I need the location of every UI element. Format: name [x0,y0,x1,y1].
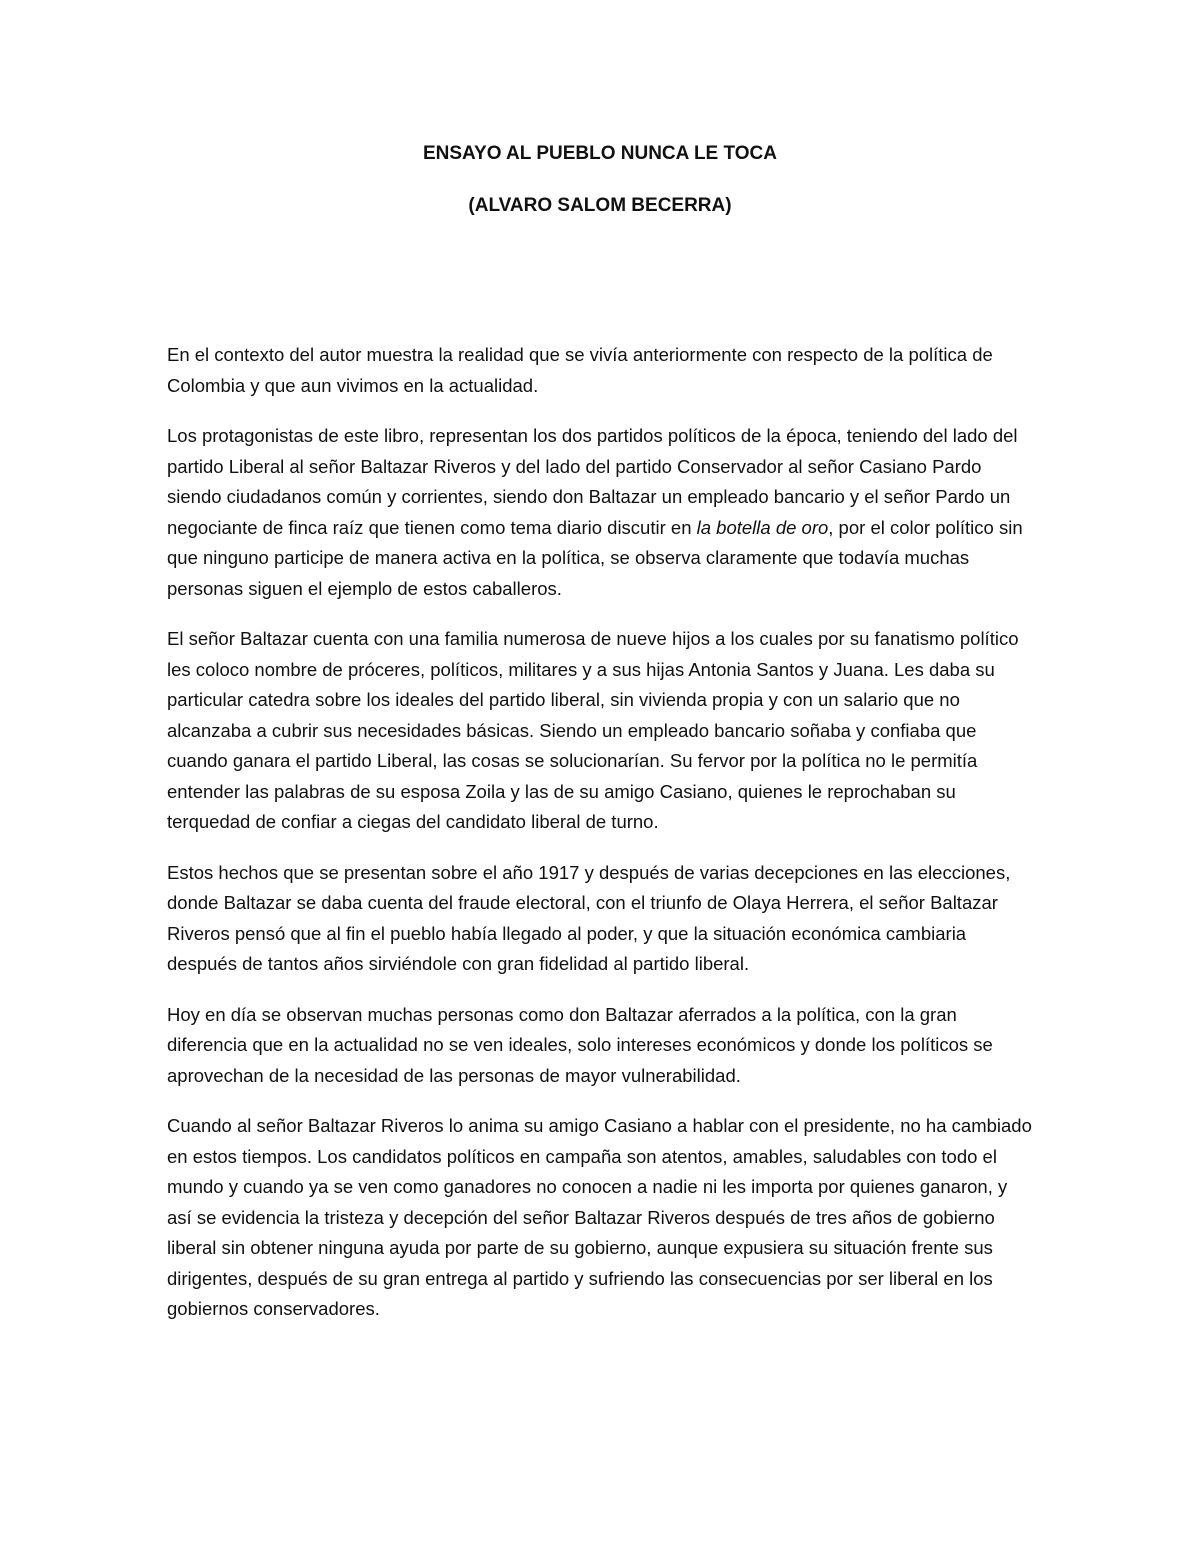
paragraph-6: Cuando al señor Baltazar Riveros lo anima su amigo Casiano a hablar con el presidente, no ha cambiado en estos tiempos. Los candidatos políticos en campaña son atentos, amables, saludables con todo el mundo y cuando ya se ven como ganadores no conocen a nadie ni les importa por quienes ganaron, y así se evidencia la tristeza y decepción del señor Baltazar Riveros después de tres años de gobierno liberal sin obtener ninguna ayuda por parte de su gobierno, aunque expusiera su situación frente sus dirigentes, después de su gran entrega al partido y sufriendo las consecuencias por ser liberal en los gobiernos conservadores. [167,1115,1032,1319]
paragraph-2-text-after: , por el color político sin que ninguno participe de manera activa en la política, se observa claramente que todavía muchas personas siguen el ejemplo de estos caballeros. [167,516,1023,599]
paragraph-2 [167,421,1037,604]
document-subtitle: (ALVARO SALOM BECERRA) [468,195,732,216]
paragraph-5: Hoy en día se observan muchas personas como don Baltazar aferrados a la política, con la gran diferencia que en la actualidad no se ven ideales, solo intereses económicos y donde los políticos se aprovechan de la necesidad de las personas de mayor vulnerabilidad. [167,1003,993,1086]
document-body [167,340,1037,1345]
paragraph-2-text-before: Los protagonistas de este libro, representan los dos partidos políticos de la época, teniendo del lado del partido Liberal al señor Baltazar Riveros y del lado del partido Conservador al señor Casiano Pardo siendo ciudadanos común y corrientes, siendo don Baltazar un empleado bancario y el señor Pardo un negociante de finca raíz que tienen como tema diario discutir en [167,425,1018,538]
paragraph-4: Estos hechos que se presentan sobre el año 1917 y después de varias decepciones en las elecciones, donde Baltazar se daba cuenta del fraude electoral, con el triunfo de Olaya Herrera, el señor Baltazar Riveros pensó que al fin el pueblo había llegado al poder, y que la situación económica cambiaria después de tantos años sirviéndole con gran fidelidad al partido liberal. [167,861,1011,974]
paragraph-2-italic-title: la botella de oro [696,516,829,538]
paragraph-3: El señor Baltazar cuenta con una familia numerosa de nueve hijos a los cuales por su fanatismo político les coloco nombre de próceres, políticos, militares y a sus hijas Antonia Santos y Juana. Les daba su particular catedra sobre los ideales del partido liberal, sin vivienda propia y con un salario que no alcanzaba a cubrir sus necesidades básicas. Siendo un empleado bancario soñaba y confiaba que cuando ganara el partido Liberal, las cosas se solucionarían. Su fervor por la política no le permitía entender las palabras de su esposa Zoila y las de su amigo Casiano, quienes le reprochaban su terquedad de confiar a ciegas del candidato liberal de turno. [167,628,1019,832]
document-title: ENSAYO AL PUEBLO NUNCA LE TOCA [422,143,777,164]
paragraph-1: En el contexto del autor muestra la realidad que se vivía anteriormente con respecto de la política de Colombia y que aun vivimos en la actualidad. [167,344,993,396]
